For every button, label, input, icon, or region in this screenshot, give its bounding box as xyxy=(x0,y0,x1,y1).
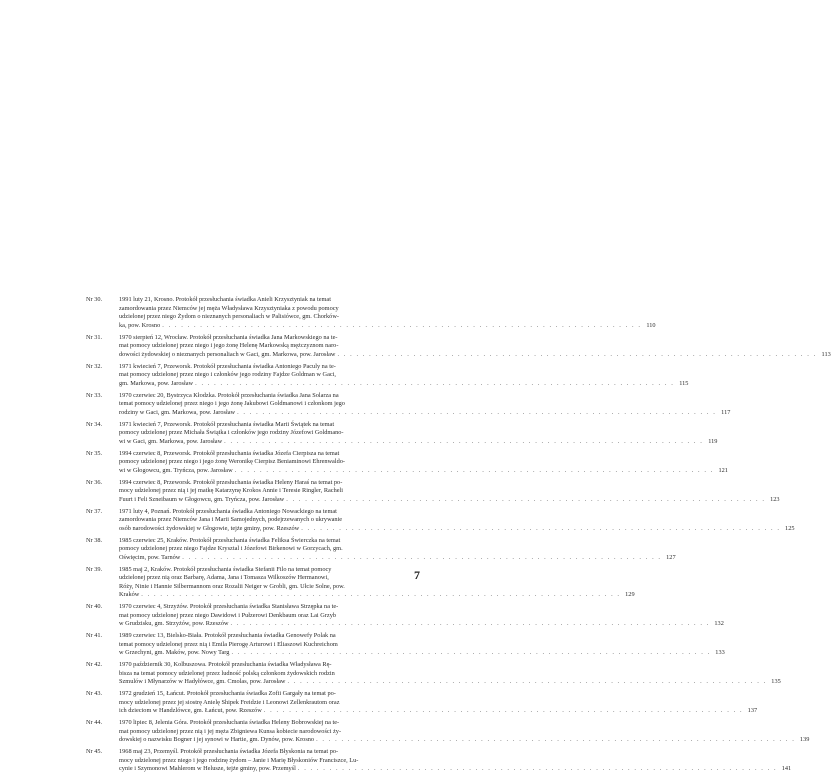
toc-entry xyxy=(86,478,780,505)
toc-entry xyxy=(86,719,810,745)
entry-page-number: 127 xyxy=(666,553,676,561)
entry-last-line xyxy=(119,591,635,600)
page-number: 7 xyxy=(414,568,420,582)
entry-number: Nr 42. xyxy=(86,661,103,668)
entry-text-line: 1970 czerwiec 4, Strzyżów. Protokół przesłuchania świadka Stanisława Strzępka na te- xyxy=(119,603,339,610)
entry-page-number: 110 xyxy=(646,321,656,329)
toc-entry xyxy=(86,536,676,563)
entry-description xyxy=(119,690,758,716)
entry-text-line: 1985 maj 2, Kraków. Protokół przesłuchania świadka Stefanii Filo na temat pomocy xyxy=(119,565,332,573)
entry-description xyxy=(119,478,780,505)
entry-text-line: mat pomocy udzielonej przez nią i jej męża Zbigniewa Kunsa kobiecie narodowości ży- xyxy=(119,727,342,735)
entry-text-line: w Grzechyni, gm. Maków, pow. Nowy Targ xyxy=(119,649,230,656)
entry-last-line xyxy=(119,678,781,687)
entry-text-line: 1970 październik 30, Kolbuszowa. Protokół przesłuchania świadka Władysława Rę- xyxy=(119,661,332,668)
entry-number: Nr 44. xyxy=(86,719,103,726)
entry-last-line xyxy=(119,321,656,331)
entry-page-number: 125 xyxy=(785,524,795,532)
dot-leader: . . . . . . . . . . . . . . . . . . . . . . . . . . . . . . . . . . . . . . . . . . . . . . . . . . . . . . . . . . . . . . . . . . . . . . . . . . . . xyxy=(237,408,717,416)
entry-page-number: 135 xyxy=(771,678,781,685)
toc-entry xyxy=(86,296,656,330)
entry-text-line: Fuurt i Feli Szneibaum w Głogowcu, gm. Tryńcza, pow. Jarosław xyxy=(119,495,285,503)
entry-number: Nr 40. xyxy=(86,603,103,610)
entry-text-line: mocy udzielonej przez niego i jego rodzinę żydom – Janie i Marię Błyskoniów Franciszce, Lu- xyxy=(119,756,359,764)
toc-entry xyxy=(86,391,731,418)
entry-text-line: udzielonej przez nią oraz Barbarę, Adama, Jana i Tomasza Wilkoszów Hermanowi, xyxy=(119,574,329,581)
entry-text-line: 1971 kwiecień 7, Przeworsk. Protokół przesłuchania świadka Marii Świątek na temat xyxy=(119,420,335,428)
entry-text-line: pomocy udzielonej przez Michała Świątka i członków jego rodziny Józefowi Goldmano- xyxy=(119,429,344,436)
toc-entry xyxy=(86,690,758,716)
entry-number: Nr 34. xyxy=(86,420,103,428)
dot-leader: . . . . . . . . . . . . . . . . . . . . . . . . . . . . . . . . . . . . . . . . . . . . . . . . . . . . . . . . . . . . . . . . . . . . . . . . . . . . xyxy=(286,495,766,503)
entry-text-line: dowskiej o nazwisku Bogner i jej synowi w Hartie, gm. Dynów, pow. Krosno xyxy=(119,736,315,743)
dot-leader: . . . . . . . . . . . . . . . . . . . . . . . . . . . . . . . . . . . . . . . . . . . . . . . . . . . . . . . . . . . . . . . . . . . . . . . . . . . . xyxy=(316,736,796,743)
entry-text-line: 1994 czerwiec 8, Przeworsk. Protokół przesłuchania świadka Heleny Haraś na temat po- xyxy=(119,478,343,486)
entry-text-line: bisza na temat pomocy udzielonej przez ludność polską członkom żydowskich rodzin xyxy=(119,669,335,677)
entry-last-line xyxy=(119,524,795,534)
entry-description xyxy=(119,632,725,658)
entry-number: Nr 30. xyxy=(86,296,103,303)
dot-leader: . . . . . . . . . . . . . . . . . . . . . . . . . . . . . . . . . . . . . . . . . . . . . . . . . . . . . . . . . . . . . . . . . . . . . . . . . . . . xyxy=(301,524,781,532)
entry-page-number: 139 xyxy=(799,736,810,743)
entry-text-line: ka, pow. Krosno xyxy=(119,321,161,329)
entry-number: Nr 37. xyxy=(86,507,103,515)
entry-last-line xyxy=(119,350,831,360)
entry-text-line: 1972 grudzień 15, Łańcut. Protokół przesłuchania świadka Zofii Gargały na temat po- xyxy=(119,690,336,697)
entry-number: Nr 32. xyxy=(86,362,103,370)
entry-text-line: Oświęcim, pow. Tarnów xyxy=(119,553,181,561)
entry-text-line: rodziny w Gaci, gm. Markowa, pow. Jarosław xyxy=(119,408,236,416)
entry-text-line: temat pomocy udzielonej przez niego i jego żonę Jakubowi Goldmanowi i członkom jego xyxy=(119,400,345,407)
entry-text-line: mat pomocy udzielonej przez niego Dawidowi i Pułzerowi Denkbaum oraz Lai Grzyb xyxy=(119,611,336,619)
dot-leader: . . . . . . . . . . . . . . . . . . . . . . . . . . . . . . . . . . . . . . . . . . . . . . . . . . . . . . . . . . . . . . . . . . . . . . . . . . . . xyxy=(141,591,621,598)
toc-entry xyxy=(86,565,635,600)
entry-text-line: 1971 kwiecień 7, Przeworsk. Protokół przesłuchania świadka Antoniego Paculy na te- xyxy=(119,362,336,370)
entry-number: Nr 41. xyxy=(86,632,103,639)
entry-text-line: Szmulów i Młynarzów w Hadyłówce, gm. Cmolas, pow. Jarosław xyxy=(119,678,286,685)
entry-number: Nr 45. xyxy=(86,748,103,755)
entry-text-line: 1970 czerwiec 20, Bystrzyca Kłodzka. Protokół przesłuchania świadka Jana Solarza na xyxy=(119,391,339,399)
entry-text-line: ich dzieciom w Handzlówce, gm. Łańcut, pow. Rzeszów xyxy=(119,707,262,714)
entry-text-line: mocy udzielonej przez nią i jej matkę Katarzynę Krokos Annie i Teresie Ringler, Racheli xyxy=(119,487,344,494)
entry-text-line: 1989 czerwiec 13, Bielsko-Biała. Protokół przesłuchania świadka Genowefy Polak na xyxy=(119,632,336,639)
entry-description xyxy=(119,362,689,389)
dot-leader: . . . . . . . . . . . . . . . . . . . . . . . . . . . . . . . . . . . . . . . . . . . . . . . . . . . . . . . . . . . . . . . . . . . . . . . . . . . . xyxy=(287,678,767,685)
entry-page-number: 115 xyxy=(679,379,689,387)
entry-description xyxy=(119,719,810,745)
entry-text-line: wi w Gaci, gm. Markowa, pow. Jarosław xyxy=(119,437,223,445)
entry-description xyxy=(119,420,718,447)
dot-leader: . . . . . . . . . . . . . . . . . . . . . . . . . . . . . . . . . . . . . . . . . . . . . . . . . . . . . . . . . . . . . . . . . . . . . . . . . . . . xyxy=(224,437,704,445)
dot-leader: . . . . . . . . . . . . . . . . . . . . . . . . . . . . . . . . . . . . . . . . . . . . . . . . . . . . . . . . . . . . . . . . . . . . . . . . . . . . xyxy=(230,620,710,627)
entry-number: Nr 35. xyxy=(86,449,103,457)
dot-leader: . . . . . . . . . . . . . . . . . . . . . . . . . . . . . . . . . . . . . . . . . . . . . . . . . . . . . . . . . . . . . . . . . . . . . . . . . . . . xyxy=(162,321,642,329)
entry-page-number: 133 xyxy=(715,649,725,656)
toc-entry xyxy=(86,333,831,360)
dot-leader: . . . . . . . . . . . . . . . . . . . . . . . . . . . . . . . . . . . . . . . . . . . . . . . . . . . . . . . . . . . . . . . . . . . . . . . . . . . . xyxy=(195,379,675,387)
entry-description xyxy=(119,296,656,330)
entry-last-line xyxy=(119,707,758,716)
entry-page-number: 117 xyxy=(721,408,731,416)
entry-last-line xyxy=(119,495,780,505)
entry-text-line: Róży, Ninie i Hannie Silbermannom oraz Rozalii Neiger w Grobli, gm. Ułcie Solne, pow. xyxy=(119,582,345,590)
toc-entry xyxy=(86,507,795,534)
dot-leader: . . . . . . . . . . . . . . . . . . . . . . . . . . . . . . . . . . . . . . . . . . . . . . . . . . . . . . . . . . . . . . . . . . . . . . . . . . . . xyxy=(234,466,714,474)
entry-page-number: 129 xyxy=(625,591,635,598)
entry-text-line: mocy udzielonej przez jej siostrę Anielę Shipek Freidzie i Leonowi Zellenkrautom oraz xyxy=(119,698,340,706)
toc-entry xyxy=(86,661,781,687)
entry-text-line: cynie i Szymonowi Mahlerom w Helusze, tejże gminy, pow. Przemyśl xyxy=(119,765,296,772)
entry-description xyxy=(119,661,781,687)
entry-last-line xyxy=(119,466,728,476)
entry-last-line xyxy=(119,408,731,418)
entry-number: Nr 33. xyxy=(86,391,103,399)
entry-number: Nr 39. xyxy=(86,565,103,573)
entry-text-line: 1970 sierpień 12, Wrocław. Protokół przesłuchania świadka Jana Markowskiego na te- xyxy=(119,333,338,341)
entry-description xyxy=(119,391,731,418)
toc-entry xyxy=(86,420,718,447)
entry-last-line xyxy=(119,437,718,447)
entry-text-line: dowości żydowskiej o nieznanych personaliach w Gaci, gm. Markowa, pow. Jarosław xyxy=(119,350,336,358)
entry-text-line: wi w Głogowcu, gm. Tryńcza, pow. Jarosław xyxy=(119,466,233,474)
entry-description xyxy=(119,536,676,563)
entry-text-line: 1994 czerwiec 8, Przeworsk. Protokół przesłuchania świadka Józefa Cierpisza na temat xyxy=(119,449,340,457)
toc-entry xyxy=(86,603,724,629)
entry-text-line: 1970 lipiec 8, Jelenia Góra. Protokół przesłuchania świadka Heleny Bobrowskiej na te- xyxy=(119,719,340,726)
dot-leader: . . . . . . . . . . . . . . . . . . . . . . . . . . . . . . . . . . . . . . . . . . . . . . . . . . . . . . . . . . . . . . . . . . . . . . . . . . . . xyxy=(337,350,817,358)
entry-last-line xyxy=(119,553,676,563)
entry-text-line: gm. Markowa, pow. Jarosław xyxy=(119,379,194,387)
entry-page-number: 141 xyxy=(781,765,792,772)
entry-text-line: pomocy udzielonej przez niego Fajdze Krysztal i Józefowi Birkenowi w Gorzycach, gm. xyxy=(119,545,343,552)
entry-number: Nr 43. xyxy=(86,690,103,697)
entry-number: Nr 38. xyxy=(86,536,103,544)
entry-text-line: 1991 luty 21, Krosno. Protokół przesłuchania świadka Anieli Krzysztyniak na temat xyxy=(119,296,331,303)
entry-page-number: 113 xyxy=(821,350,831,358)
entry-text-line: pomocy udzielonej przez niego i jego żonę Weronikę Cierpisz Beniaminowi Ehrenwaldo- xyxy=(119,458,345,465)
entry-description xyxy=(119,565,635,600)
entry-description xyxy=(119,449,728,476)
entry-number: Nr 36. xyxy=(86,478,103,486)
table-of-contents xyxy=(86,296,831,777)
entry-last-line xyxy=(119,765,792,774)
toc-entry xyxy=(86,449,728,476)
dot-leader: . . . . . . . . . . . . . . . . . . . . . . . . . . . . . . . . . . . . . . . . . . . . . . . . . . . . . . . . . . . . . . . . . . . . . . . . . . . . xyxy=(263,707,744,714)
entry-last-line xyxy=(119,649,725,658)
entry-text-line: udzielonej przez niego Żydom o nieznanych personaliach w Palisiówce, gm. Chorków- xyxy=(119,313,339,320)
entry-text-line: osób narodowości żydowskiej w Głogowie, tejże gminy, pow. Rzeszów xyxy=(119,524,300,532)
entry-page-number: 137 xyxy=(747,707,758,714)
toc-entry xyxy=(86,748,792,774)
entry-text-line: temat pomocy udzielonej przez nią i Emila Pierogę Arturowi i Eliaszowi Kuchreichom xyxy=(119,640,338,648)
entry-text-line: mat pomocy udzielonej przez niego i członków jego rodziny Fajdze Goldman w Gaci, xyxy=(119,371,336,378)
entry-last-line xyxy=(119,379,689,389)
entry-page-number: 119 xyxy=(708,437,718,445)
toc-entry xyxy=(86,632,725,658)
entry-text-line: zamordowania przez Niemców jej męża Władysława Krzysztyniaka z powodu pomocy xyxy=(119,304,339,312)
entry-last-line xyxy=(119,620,724,629)
entry-description xyxy=(119,333,831,360)
dot-leader: . . . . . . . . . . . . . . . . . . . . . . . . . . . . . . . . . . . . . . . . . . . . . . . . . . . . . . . . . . . . . . . . . . . . . . . . . . . . xyxy=(182,553,662,561)
entry-text-line: 1971 luty 4, Poznań. Protokół przesłuchania świadka Antoniego Nowackiego na temat xyxy=(119,507,337,515)
entry-description xyxy=(119,603,724,629)
entry-page-number: 123 xyxy=(770,495,780,503)
entry-page-number: 132 xyxy=(714,620,724,627)
toc-entry xyxy=(86,362,689,389)
dot-leader: . . . . . . . . . . . . . . . . . . . . . . . . . . . . . . . . . . . . . . . . . . . . . . . . . . . . . . . . . . . . . . . . . . . . . . . . . . . . xyxy=(231,649,711,656)
entry-description xyxy=(119,748,792,774)
entry-text-line: mat pomocy udzielonej przez niego i jego żonę Helenę Markowską mężczyznom naro- xyxy=(119,342,339,349)
entry-text-line: Kraków xyxy=(119,591,140,598)
entry-text-line: zamordowania przez Niemców Jana i Marii Samojednych, podejrzewanych o ukrywanie xyxy=(119,516,343,523)
entry-description xyxy=(119,507,795,534)
dot-leader: . . . . . . . . . . . . . . . . . . . . . . . . . . . . . . . . . . . . . . . . . . . . . . . . . . . . . . . . . . . . . . . . . . . . . . . . . . . . xyxy=(297,765,778,772)
entry-number: Nr 31. xyxy=(86,333,103,341)
entry-text-line: w Grudzisku, gm. Strzyżów, pow. Rzeszów xyxy=(119,620,229,627)
entry-text-line: 1985 czerwiec 25, Kraków. Protokół przesłuchania świadka Feliksa Świerczka na temat xyxy=(119,536,341,544)
entry-last-line xyxy=(119,736,810,745)
entry-text-line: 1968 maj 23, Przemyśl. Protokół przesłuchania świadka Józefa Błyskonia na temat po- xyxy=(119,748,339,755)
entry-page-number: 121 xyxy=(718,466,728,474)
